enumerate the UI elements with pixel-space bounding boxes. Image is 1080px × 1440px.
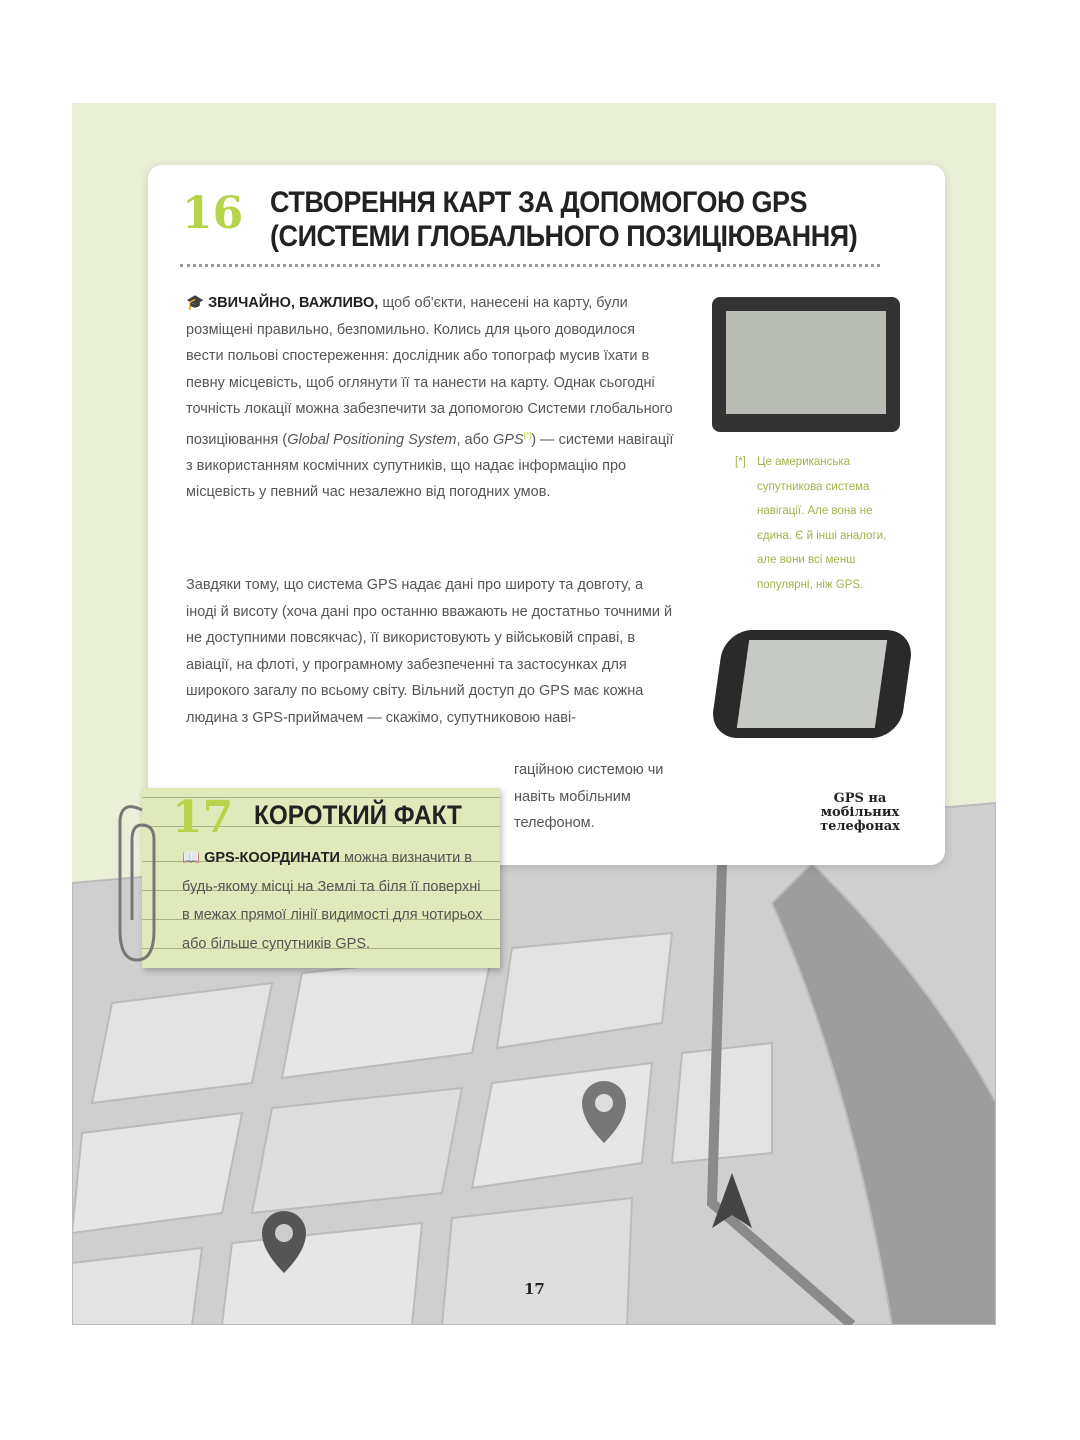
text: Global Positioning System [287,431,457,448]
section-number: 16 [182,188,244,239]
text: можна визначити в будь-якому місці на Землі та біля її поверхні в межах прямої лінії видимості для чотирьох або більше супутників GPS. [182,850,483,952]
dotted-divider [180,264,880,267]
gps-tablet-image [712,297,900,432]
gps-phone-image [709,630,914,738]
note-title: КОРОТКИЙ ФАКТ [254,800,462,830]
page-number: 17 [524,1280,545,1298]
footnote [735,450,907,597]
note-text [182,844,492,958]
text: щоб об'єкти, нанесені на карту, були розміщені правильно, безпомильно. Колись для цього доводилося вести польові спостереження: дослідник або топограф мусив їхати в певну місцевість, щоб оглянути її та нанести на карту. Однак сьогодні точність локації можна забезпечити за допомогою Системи глобального позиціювання ( [186,295,673,448]
image-caption: GPS на мобільних телефонах [820,791,900,834]
title-line: (СИСТЕМИ ГЛОБАЛЬНОГО ПОЗИЦІЮВАННЯ) [270,220,858,253]
footnote-ref: [*] [523,430,532,440]
paragraph: гаційною системою чи навіть мобільним телефоном. [514,762,664,831]
section-title [270,186,857,254]
text: , або [456,431,494,448]
section-number: 17 [172,792,234,843]
paperclip-icon [112,800,162,970]
footnote-mark: [*] [735,456,746,468]
lead-text: GPS-КООРДИНАТИ [204,850,340,866]
lead-text: ЗВИЧАЙНО, ВАЖЛИВО, [208,295,379,311]
text: ) — системи навігації з використанням космічних супутників, що надає інформацію про місцевість у певний час незалежно від погодних умов. [186,431,674,501]
title-line: СТВОРЕННЯ КАРТ ЗА ДОПОМОГОЮ GPS [270,186,808,219]
short-fact-note [142,788,500,968]
book-icon: 📖 [182,850,201,866]
graduation-cap-icon: 🎓 [186,295,205,311]
footnote-text: Це американська супутникова система навігації. Але вона не єдина. Є й інші аналоги, але вони всі менш популярні, ніж GPS. [757,456,887,591]
paragraph [186,290,676,506]
text: GPS [493,431,524,448]
paragraph: Завдяки тому, що система GPS надає дані про широту та довготу, а іноді й висоту (хоча дані про останню вважають не достатньо точними й не доступними повсякчас), її використовують у військовій справі, в авіації, на флоті, у програмному забезпеченні та застосунках для широкого загалу по всьому світу. Вільний доступ до GPS має кожна людина з GPS-приймачем — скажімо, супутниковою наві- [186,577,673,726]
